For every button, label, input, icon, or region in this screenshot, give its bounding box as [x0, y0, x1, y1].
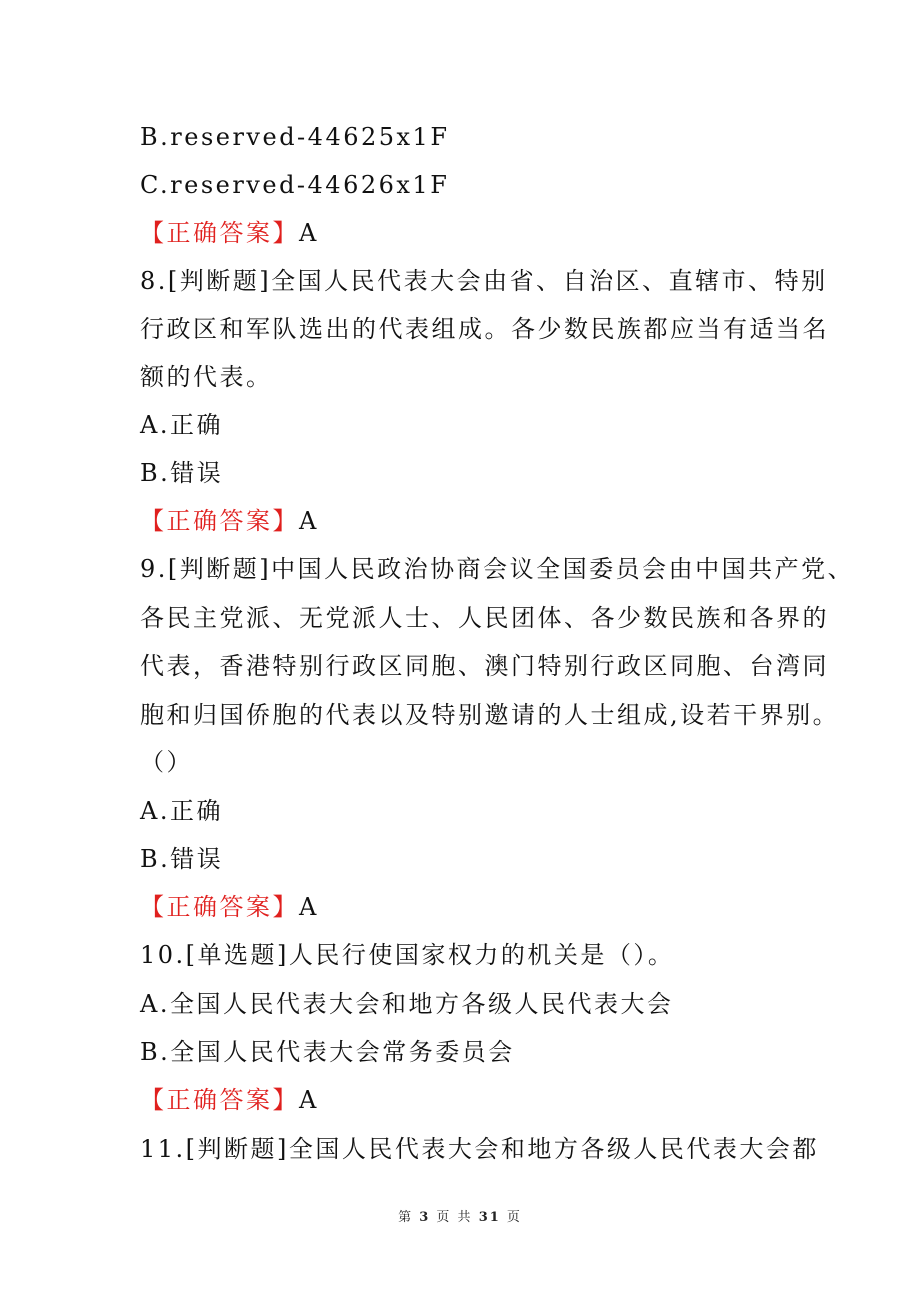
answer-tag: 【正确答案】: [140, 219, 299, 247]
footer-prefix: 第: [398, 1210, 414, 1225]
answer-line: [140, 892, 319, 922]
page-footer: [0, 1206, 920, 1225]
answer-value: A: [299, 219, 319, 247]
question-8-option-b: B.错误: [140, 459, 224, 487]
question-9-line-4: 胞和归国侨胞的代表以及特别邀请的人士组成,设若干界别。: [140, 701, 840, 729]
option-b-line: B.reserved-44625x1F: [140, 123, 450, 151]
question-9-option-b: B.错误: [140, 845, 224, 873]
question-9-line-3: 代表，香港特别行政区同胞、澳门特别行政区同胞、台湾同: [140, 652, 829, 680]
answer-value: A: [299, 1086, 319, 1114]
question-9-line-2: 各民主党派、无党派人士、人民团体、各少数民族和各界的: [140, 604, 829, 632]
answer-line: [140, 1085, 319, 1115]
answer-value: A: [299, 507, 319, 535]
question-11-line-1: 11.[判断题]全国人民代表大会和地方各级人民代表大会都: [140, 1135, 819, 1163]
answer-value: A: [299, 893, 319, 921]
question-9-line-5: （）: [140, 748, 193, 776]
footer-middle: 页 共: [436, 1210, 473, 1225]
footer-current-page: 3: [419, 1210, 431, 1225]
question-8-line-3: 额的代表。: [140, 363, 273, 391]
question-10-line-1: 10.[单选题]人民行使国家权力的机关是（）。: [140, 941, 675, 969]
answer-line: [140, 506, 319, 536]
question-9-line-1: 9.[判断题]中国人民政治协商会议全国委员会由中国共产党、: [140, 555, 855, 583]
answer-tag: 【正确答案】: [140, 893, 299, 921]
question-8-line-1: 8.[判断题]全国人民代表大会由省、自治区、直辖市、特别: [140, 267, 828, 295]
option-c-line: C.reserved-44626x1F: [140, 171, 450, 199]
question-8-line-2: 行政区和军队选出的代表组成。各少数民族都应当有适当名: [140, 315, 829, 343]
question-8-option-a: A.正确: [140, 411, 223, 439]
question-9-option-a: A.正确: [140, 797, 223, 825]
answer-tag: 【正确答案】: [140, 507, 299, 535]
question-10-option-b: B.全国人民代表大会常务委员会: [140, 1038, 515, 1066]
footer-total-pages: 31: [478, 1210, 501, 1225]
answer-tag: 【正确答案】: [140, 1086, 299, 1114]
answer-line: [140, 218, 319, 248]
question-10-option-a: A.全国人民代表大会和地方各级人民代表大会: [140, 990, 674, 1018]
footer-suffix: 页: [506, 1210, 522, 1225]
